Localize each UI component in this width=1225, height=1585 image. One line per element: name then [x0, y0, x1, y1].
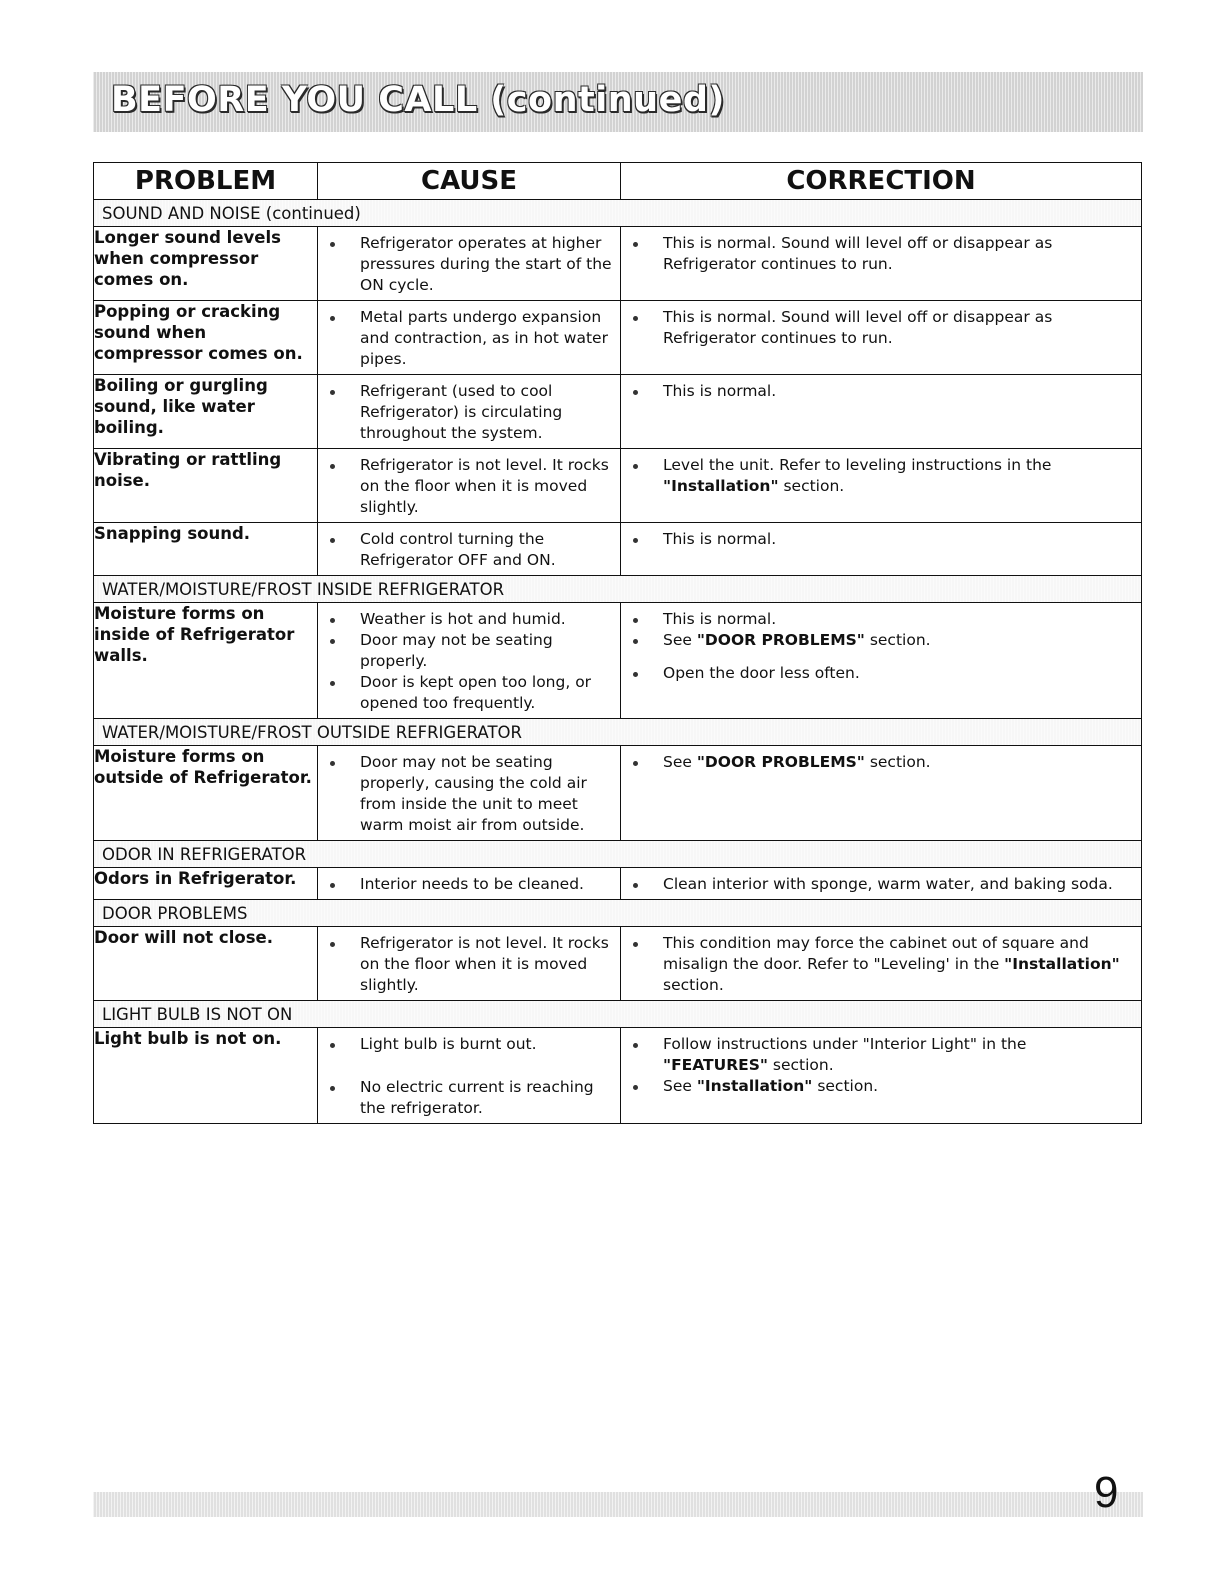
header-cause: CAUSE	[318, 163, 621, 200]
problem-cell: Moisture forms on outside of Refrigerator.	[94, 746, 318, 841]
cause-item: Refrigerator is not level. It rocks on the floor when it is moved slightly.	[318, 455, 612, 518]
correction-item	[621, 630, 1133, 651]
cause-cell	[318, 301, 621, 375]
problem-cell: Longer sound levels when compressor comes on.	[94, 227, 318, 301]
correction-item	[621, 1034, 1133, 1076]
correction-text: section.	[778, 477, 845, 495]
table-row	[94, 227, 1142, 301]
cause-cell	[318, 523, 621, 576]
correction-item	[621, 1076, 1133, 1097]
door-problems-reference: "DOOR PROBLEMS"	[696, 631, 865, 649]
section-title: LIGHT BULB IS NOT ON	[94, 1001, 1142, 1028]
section-title: DOOR PROBLEMS	[94, 900, 1142, 927]
table-row	[94, 868, 1142, 900]
page-number: 9	[1094, 1468, 1119, 1517]
features-reference: "FEATURES"	[663, 1056, 768, 1074]
cause-cell	[318, 603, 621, 719]
installation-reference: "Installation"	[663, 477, 779, 495]
correction-text: See	[663, 631, 697, 649]
table-row	[94, 449, 1142, 523]
cause-cell	[318, 1028, 621, 1124]
correction-text: See	[663, 753, 697, 771]
table-row	[94, 375, 1142, 449]
correction-item: This is normal. Sound will level off or disappear as Refrigerator continues to run.	[621, 233, 1133, 275]
problem-cell: Popping or cracking sound when compressor comes on.	[94, 301, 318, 375]
problem-cell: Door will not close.	[94, 927, 318, 1001]
correction-cell	[621, 375, 1142, 449]
cause-cell	[318, 746, 621, 841]
correction-text: This condition may force the cabinet out of square and misalign the door. Refer to "Leveling' in the	[663, 934, 1089, 973]
problem-cell: Odors in Refrigerator.	[94, 868, 318, 900]
cause-item: Interior needs to be cleaned.	[318, 874, 612, 895]
cause-item: Refrigerator is not level. It rocks on the floor when it is moved slightly.	[318, 933, 612, 996]
cause-item: Light bulb is burnt out.	[318, 1034, 612, 1055]
table-row	[94, 523, 1142, 576]
header-row	[94, 163, 1142, 200]
section-title: WATER/MOISTURE/FROST OUTSIDE REFRIGERATOR	[94, 719, 1142, 746]
correction-text: section.	[663, 976, 724, 994]
correction-text: Follow instructions under "Interior Light" in the	[663, 1035, 1027, 1053]
section-row	[94, 200, 1142, 227]
section-row	[94, 719, 1142, 746]
cause-item: No electric current is reaching the refrigerator.	[318, 1077, 612, 1119]
table-row	[94, 1028, 1142, 1124]
correction-item: Clean interior with sponge, warm water, and baking soda.	[621, 874, 1133, 895]
section-row	[94, 1001, 1142, 1028]
cause-cell	[318, 449, 621, 523]
table-row	[94, 301, 1142, 375]
correction-cell	[621, 449, 1142, 523]
door-problems-reference: "DOOR PROBLEMS"	[696, 753, 865, 771]
installation-reference: "Installation"	[1004, 955, 1120, 973]
cause-cell	[318, 227, 621, 301]
section-row	[94, 576, 1142, 603]
correction-cell	[621, 603, 1142, 719]
footer-bar	[93, 1492, 1143, 1517]
correction-text: section.	[812, 1077, 879, 1095]
cause-cell	[318, 927, 621, 1001]
section-title: ODOR IN REFRIGERATOR	[94, 841, 1142, 868]
cause-item: Refrigerator operates at higher pressures during the start of the ON cycle.	[318, 233, 612, 296]
correction-item: Open the door less often.	[621, 663, 1133, 684]
page-banner	[93, 72, 1143, 132]
header-correction: CORRECTION	[621, 163, 1142, 200]
correction-cell	[621, 868, 1142, 900]
correction-text: section.	[864, 753, 931, 771]
problem-cell: Vibrating or rattling noise.	[94, 449, 318, 523]
correction-cell	[621, 1028, 1142, 1124]
installation-reference: "Installation"	[696, 1077, 813, 1095]
correction-item: This is normal.	[621, 529, 1133, 550]
page-title: BEFORE YOU CALL (continued)	[111, 80, 725, 120]
correction-cell	[621, 227, 1142, 301]
cause-item: Metal parts undergo expansion and contraction, as in hot water pipes.	[318, 307, 612, 370]
cause-item: Door may not be seating properly, causing the cold air from inside the unit to meet warm moist air from outside.	[318, 752, 612, 836]
correction-item	[621, 455, 1133, 497]
cause-item: Refrigerant (used to cool Refrigerator) is circulating throughout the system.	[318, 381, 612, 444]
section-title: SOUND AND NOISE (continued)	[94, 200, 1142, 227]
cause-cell	[318, 375, 621, 449]
cause-item: Weather is hot and humid.	[318, 609, 612, 630]
correction-cell	[621, 301, 1142, 375]
cause-item: Cold control turning the Refrigerator OFF and ON.	[318, 529, 612, 571]
cause-cell	[318, 868, 621, 900]
correction-text: Level the unit. Refer to leveling instructions in the	[663, 456, 1052, 474]
table-row	[94, 927, 1142, 1001]
correction-text: section.	[864, 631, 931, 649]
correction-item: This is normal.	[621, 609, 1133, 630]
correction-cell	[621, 523, 1142, 576]
section-row	[94, 900, 1142, 927]
correction-item: This is normal. Sound will level off or disappear as Refrigerator continues to run.	[621, 307, 1133, 349]
problem-cell: Moisture forms on inside of Refrigerator walls.	[94, 603, 318, 719]
correction-item	[621, 933, 1133, 996]
cause-item: Door is kept open too long, or opened too frequently.	[318, 672, 612, 714]
problem-cell: Boiling or gurgling sound, like water boiling.	[94, 375, 318, 449]
section-row	[94, 841, 1142, 868]
table-row	[94, 603, 1142, 719]
table-row	[94, 746, 1142, 841]
problem-cell: Snapping sound.	[94, 523, 318, 576]
correction-item: This is normal.	[621, 381, 1133, 402]
header-problem: PROBLEM	[94, 163, 318, 200]
problem-cell: Light bulb is not on.	[94, 1028, 318, 1124]
correction-cell	[621, 927, 1142, 1001]
troubleshooting-table	[93, 162, 1142, 1124]
correction-text: section.	[767, 1056, 834, 1074]
correction-item	[621, 752, 1133, 773]
cause-item: Door may not be seating properly.	[318, 630, 612, 672]
correction-text: See	[663, 1077, 697, 1095]
section-title: WATER/MOISTURE/FROST INSIDE REFRIGERATOR	[94, 576, 1142, 603]
correction-cell	[621, 746, 1142, 841]
